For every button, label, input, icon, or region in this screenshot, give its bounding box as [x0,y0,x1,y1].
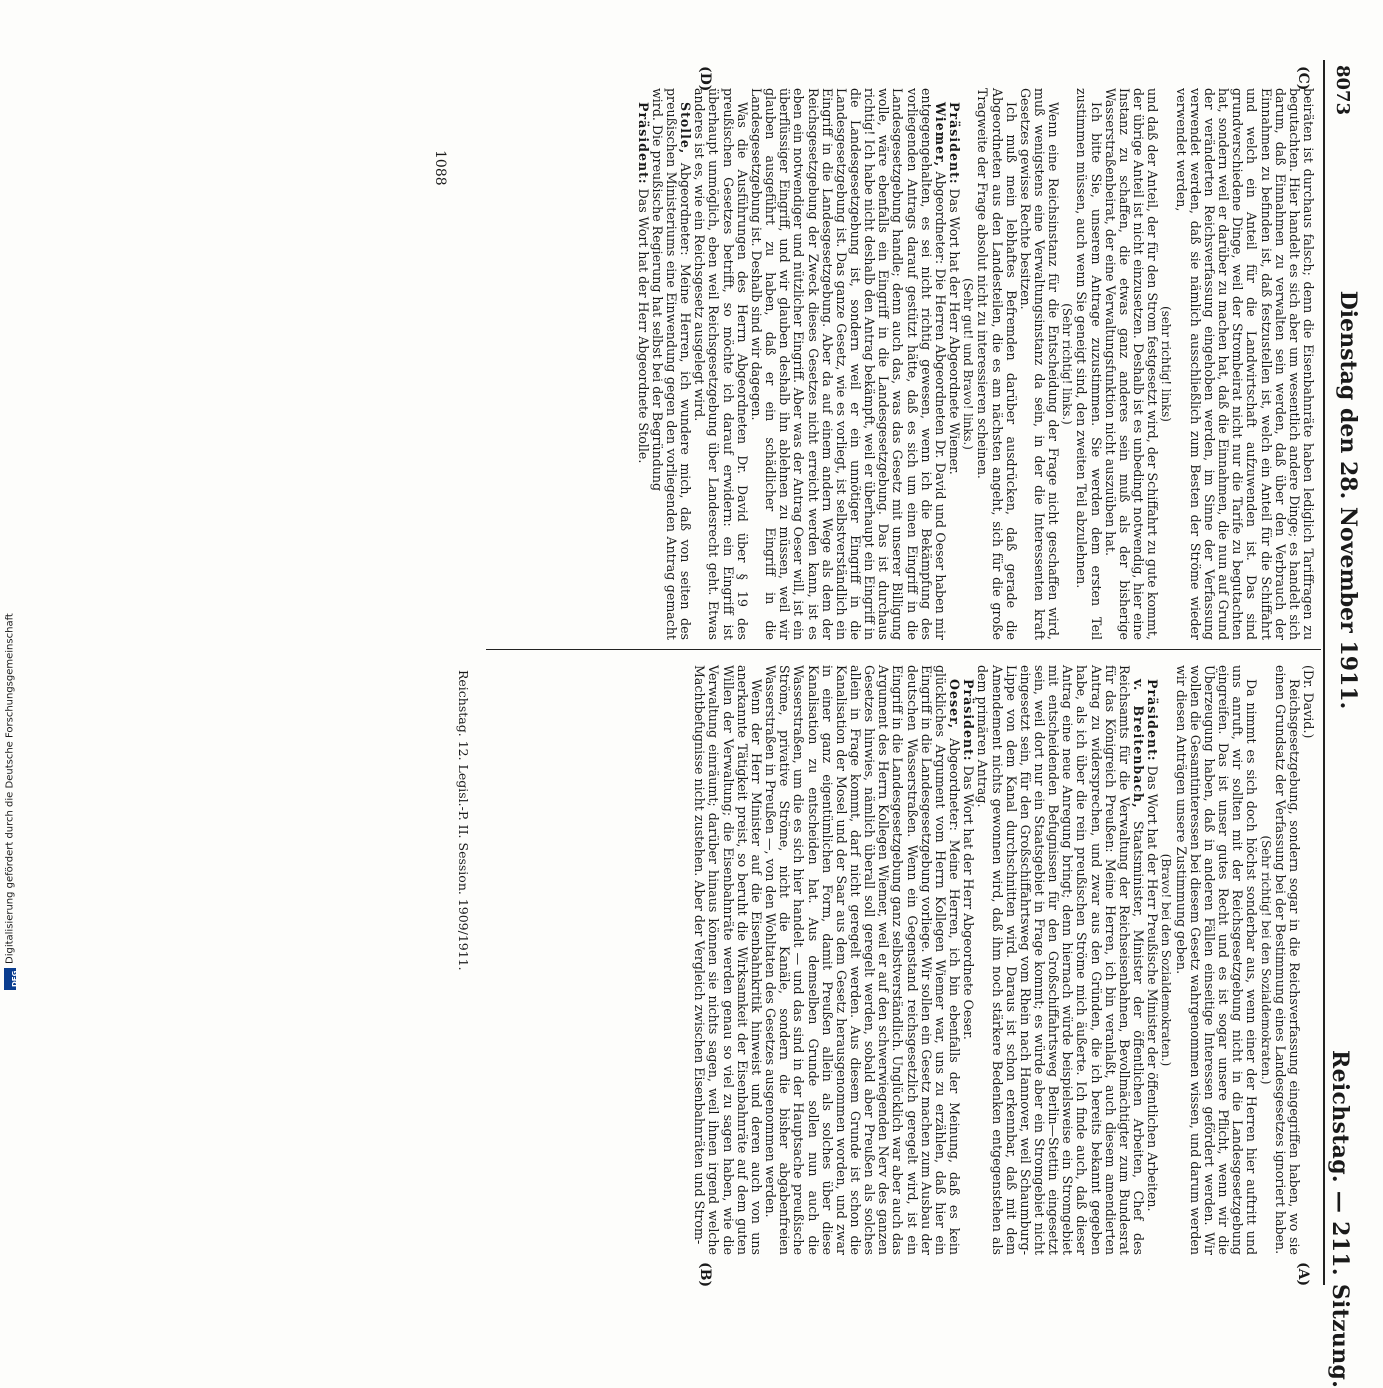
dfg-logo: DFG [4,968,16,990]
paragraph: v. Breitenbach, Staatsminister, Minister der öffentlichen Arbeiten, Chef des Reichsamts für die Verwaltung der Reichseisenbahnen, Bevollmächtigter zum Bundesrat für das Königreich Preußen: Meine Herren, ich bin veranlaßt, auch diesem amendierten Antrag zu widersprechen, und zwar aus den Gründen, die ich bereits bekannt gegeben habe, als ich über die rein preußischen Ströme mich äußerte. Ich finde auch, daß dieser Antrag eine neue Anregung bringt; denn hiernach würde beispielsweise ein Stromgebiet mit entscheidenden Befugnissen für den Großschiffahrtsweg Berlin—Stettin eingesetzt sein, weil dort nur ein Staatsgebiet in Frage kommt; es würde aber ein Stromgebiet nicht eingesetzt sein, für den Großschiffahrtsweg vom Rhein nach Hannover, weil Schaumburg-Lippe von dem Kanal durchschnitten wird. Daraus ist schon erkennbar, daß mit dem Amendement nichts gewonnen wird, daß ihm noch stärkere Bedenken entgegenstehen als dem primären Antrag. [975,665,1147,1255]
paragraph: Was die Ausführungen des Herrn Abgeordneten Dr. David über § 19 des preußischen Gesetzes betrifft, so möchte ich darauf erwidern: ein Eingriff ist überhaupt unmöglich, eben weil Reichsgesetzgebung über Landesrecht geht. Etwas anderes ist es, wie ein Reichsgesetz ausgelegt wird. [692,88,750,640]
speaker-name: Oeser, [947,679,963,730]
paragraph: (Sehr richtig! bei den Sozialdemokraten.) [1258,835,1273,1085]
paragraph: und daß der Anteil, der für den Strom festgesetzt wird, der Schiffahrt zu gute kommt, der übrige Anteil ist nicht einzusetzen. Deshalb ist es unbedingt notwendig, hier eine Instanz zu schaffen, die etwas ganz anderes sein muß als der bisherige Wasserstraßenbeirat, der eine Verwaltungsfunktion nicht auszuüben hat. [1102,88,1161,640]
speaker-name: v. Breitenbach, [1131,679,1147,809]
funding-sidebar [4,320,19,990]
paragraph: Stolle, Abgeordneter: Meine Herren, ich wundere mich, daß von seiten des preußischen Ministeriums eine Einwendung gegen den vorliegenden Antrag gemacht wird. Die preußische Regierung hat selbst bei der Begründung [649,88,694,640]
paragraph: (Dr. David.) [1301,665,1316,739]
margin-marker-c: (C) [1295,66,1311,91]
speaker-name: Präsident: [961,679,977,762]
paragraph: Wenn der Herr Minister auf die Eisenbahnkritik hinweist und deren auch von uns anerkannte Tätigkeit preist, so beruht die Wirksamkeit der Eisenbahnräte auf dem guten Willen der Verwaltung; die Eisenbahnräte werden genau so viel zu sagen haben, wie die Verwaltung einräumt; darüber hinaus können sie nichts sagen, weil ihnen irgend welche Machtbefugnisse nicht zustehen. Aber der Vergleich zwischen Eisenbahnräten und Strom- [692,665,764,1255]
paragraph: (Sehr richtig! links.) [1060,303,1075,425]
margin-marker-b: (B) [697,1262,713,1288]
paragraph: Präsident: Das Wort hat der Herr Abgeordnete Oeser. [961,679,977,1040]
speaker-name: Stolle, [678,102,694,155]
paragraph: Da nimmt es sich doch höchst sonderbar aus, wenn einer der Herren hier auftritt und uns anruft, wir sollten mit der Reichsgesetzgebung nicht in die Landesgesetzgebung eingreifen. Das ist unser gutes Recht und es ist sogar unsere Pflicht, wenn wir die Überzeugung haben, daß in anderen Fällen einseitige Interessen gefördert werden. Wir wollen die Gesamtinteressen bei diesem Gesetz wahrgenommen wissen, und darum werden wir diesen Anträgen unsere Zustimmung geben. [1173,665,1260,1255]
page-header-center: Dienstag den 28. November 1911. [1335,290,1361,710]
paragraph: (Bravo! bei den Sozialdemokraten.) [1159,853,1174,1067]
header-rule [1323,60,1325,1285]
paragraph: (sehr richtig! links) [1159,306,1174,422]
page-number-top: 8073 [1332,65,1353,116]
paragraph: Wenn eine Reichsinstanz für die Entscheidung der Frage nicht geschaffen wird, muß wenigstens eine Verwaltungsinstanz da sein, in der die Interessenten kraft Gesetzes gewisse Rechte besitzen. [1017,88,1062,640]
paragraph: Reichsgesetzgebung, sondern sogar in die Reichsverfassung eingegriffen haben, wo sie einen Grundsatz der Verfassung bei der Bestimmung eines Landesgesetzes ignoriert haben. [1272,665,1302,1255]
footer-line: Reichstag. 12. Legisl.-P. II. Session. 1909/1911. [456,670,471,971]
paragraph: Oeser, Abgeordneter: Meine Herren, ich bin ebenfalls der Meinung, daß es kein glückliches Argument vom Herrn Kollegen Wiemer war, uns zu erzählen, daß hier ein Eingriff in die Landesgesetzgebung vorliege. Wir sollen ein Gesetz machen zum Ausbau der deutschen Wasserstraßen. Wenn ein Gegenstand reichsgesetzlich geregelt wird, ist ein Eingriff in die Landesgesetzgebung ganz selbstverständlich. Unglücklich war aber auch das Argument des Herrn Kollegen Wiemer, weil er auf den schwerwiegenden Nerv des ganzen Gesetzes hinwies, nämlich überall soll geregelt werden, sobald aber Preußen als solches allein in Frage kommt, darf nicht geregelt werden. Aus diesem Grunde ist schon die Kanalisation der Mosel und der Saar aus dem Gesetz herausgenommen worden, und zwar in einer ganz eigentümlichen Form, damit Preußen allein als solches über diese Kanalisation zu entscheiden hat. Aus demselben Grunde sollen nun auch die Wasserstraßen, um die es sich hier handelt — und das sind in der Hauptsache preußische Ströme, privative Ströme, nicht die Kanäle, sondern die bisher abgabenfreien Wasserstraßen in Preußen —, von den Wohltaten des Gesetzes ausgenommen werden. [763,665,963,1255]
paragraph: Präsident: Das Wort hat der Herr Abgeordnete Stolle. [635,102,651,464]
paragraph: Ich bitte Sie, unserem Antrage zuzustimmen. Sie werden dem ersten Teil zustimmen müssen, auch wenn Sie geneigt sind, den zweiten Teil abzulehnen. [1074,88,1104,640]
left-text-column [485,665,1315,1255]
speaker-name: Präsident: [947,102,963,185]
paragraph: beiräten ist durchaus falsch; denn die Eisenbahnräte haben lediglich Tariffragen zu begutachten. Hier handelt es sich aber um wesentlich andere Dinge; es handelt sich darum, daß Einnahmen zu verwalten sein werden, daß über den Verbrauch der Einnahmen zu befinden ist, daß festzustellen ist, welch ein Anteil für die Schiffahrt und welch ein Anteil für die Landwirtschaft aufzuwenden ist. Das sind grundverschiedene Dinge, weil der Strombeirat nicht nur die Tarife zu begutachten hat, sondern weil er darüber zu machen hat, daß die Einnahmen, die nun auf Grund der veränderten Reichsverfassung eingehoben werden, im Sinne der Verfassung verwendet werden, daß sie nämlich ausschließlich zum Besten der Ströme wieder verwendet werden, [1173,88,1316,640]
paragraph: Ich muß mein lebhaftes Befremden darüber ausdrücken, daß gerade die Abgeordneten aus den Landesteilen, die es am nächsten angeht, sich für die große Tragweite der Frage absolut nicht zu interessieren scheinen. [975,88,1019,640]
right-text-column [485,88,1315,640]
speaker-name: Präsident: [1145,679,1161,762]
margin-marker-d: (D) [697,66,713,92]
paragraph: Präsident: Das Wort hat der Herr Preußische Minister der öffentlichen Arbeiten. [1145,679,1161,1212]
margin-marker-a: (A) [1295,1262,1311,1287]
page-header-left: Reichstag. — 211. Sitzung. [1327,1050,1353,1388]
paragraph: Präsident: Das Wort hat der Herr Abgeordnete Wiemer. [947,102,963,475]
funding-note: Digitalisierung gefördert durch die Deutsche Forschungsgemeinschaft [4,613,16,964]
paragraph: Wiemer, Abgeordneter: Die Herren Abgeordneten Dr. David und Oeser haben mir entgegengehalten, es sei nicht richtig gewesen, wenn ich die Bekämpfung des vorliegenden Antrags darauf gestützt hätte, daß es sich um einen Eingriff in die Landesgesetzgebung handle; denn auch das, was das Gesetz mit unserer Billigung wolle, wäre ebenfalls ein Eingriff in die Landesgesetzgebung. Das ist durchaus richtig! Ich habe nicht deshalb den Antrag bekämpft, weil er überhaupt ein Eingriff in die Landesgesetzgebung ist, sondern weil er ein unnötiger Eingriff in die Landesgesetzgebung ist. Das ganze Gesetz, wie es vorliegt, ist selbstverständlich ein Eingriff in die Landesgesetzgebung. Aber da auf einem andern Wege als dem der Reichsgesetzgebung der Zweck dieses Gesetzes nicht erreicht werden kann, ist es eben ein notwendiger und nützlicher Eingriff. Aber was der Antrag Oeser will, ist ein überflüssiger Eingriff, und wir glauben deshalb ihn ablehnen zu müssen, weil wir glauben ausgeführt zu haben, daß er ein schädlicher Eingriff in die Landesgesetzgebung ist. Deshalb sind wir dagegen. [748,88,948,640]
page-number-bottom: 1088 [432,150,448,186]
speaker-name: Präsident: [635,102,651,185]
column-divider [486,649,1321,650]
speaker-name: Wiemer, [932,102,948,168]
paragraph: (Sehr gut! und Bravo! links.) [961,278,976,450]
